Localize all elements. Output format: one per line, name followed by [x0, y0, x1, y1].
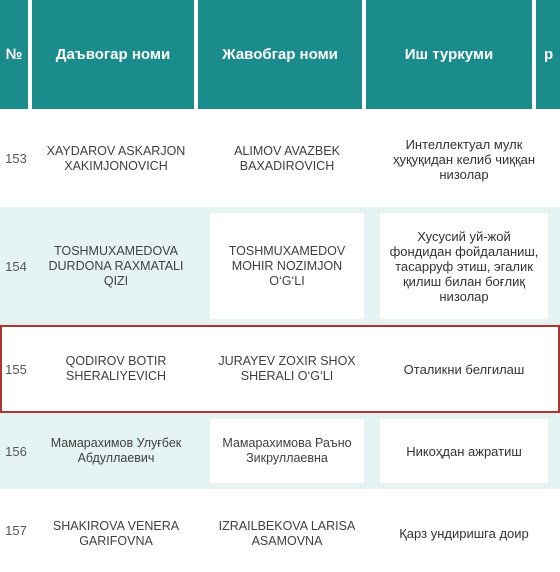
row-number: 157 [5, 523, 27, 538]
category-cell: Интеллектуал мулк ҳуқуқидан келиб чиққан низолар [380, 115, 548, 203]
row-number: 156 [5, 443, 27, 459]
category-cell: Никоҳдан ажратиш [380, 419, 548, 483]
table-row[interactable] [0, 109, 560, 207]
defendant-cell: IZRAILBEKOVA LARISA ASAMOVNA [210, 495, 364, 572]
header-number: № [0, 0, 28, 109]
category-cell: Хусусий уй-жой фондидан фойдаланиш, тасарруф этиш, эгалик қилиш билан боғлиқ низолар [380, 213, 548, 319]
defendant-cell: TOSHMUXAMEDOV MOHIR NOZIMJON O‘G‘LI [210, 213, 364, 319]
table-row[interactable] [0, 413, 560, 489]
row-number: 155 [5, 361, 27, 377]
plaintiff-cell: XAYDAROV ASKARJON XAKIMJONOVICH [38, 115, 194, 203]
plaintiff-cell: SHAKIROVA VENERA GARIFOVNA [38, 495, 194, 572]
header-category: Иш туркуми [366, 0, 532, 109]
plaintiff-cell: QODIROV BOTIR SHERALIYEVICH [38, 331, 194, 407]
plaintiff-cell: TOSHMUXAMEDOVA DURDONA RAXMATALI QIZI [48, 243, 184, 288]
defendant-cell: Мамарахимова Раъно Зикруллаевна [210, 419, 364, 483]
category-cell: Қарз ундиришга доир [380, 495, 548, 572]
table-row[interactable] [0, 207, 560, 325]
row-number: 154 [5, 258, 27, 274]
header-defendant: Жавобгар номи [198, 0, 362, 109]
header-plaintiff: Даъвогар номи [32, 0, 194, 109]
category-cell: Оталикни белгилаш [380, 331, 548, 407]
plaintiff-cell: Мамарахимов Улуғбек Абдуллаевич [50, 436, 182, 465]
defendant-cell: ALIMOV AVAZBEK BAXADIROVICH [210, 115, 364, 203]
defendant-cell: JURAYEV ZOXIR SHOX SHERALI O‘G‘LI [210, 331, 364, 407]
table-row-selected[interactable] [0, 325, 560, 413]
table-row[interactable] [0, 489, 560, 572]
header-extra: р [536, 0, 560, 109]
row-number: 153 [5, 150, 27, 166]
